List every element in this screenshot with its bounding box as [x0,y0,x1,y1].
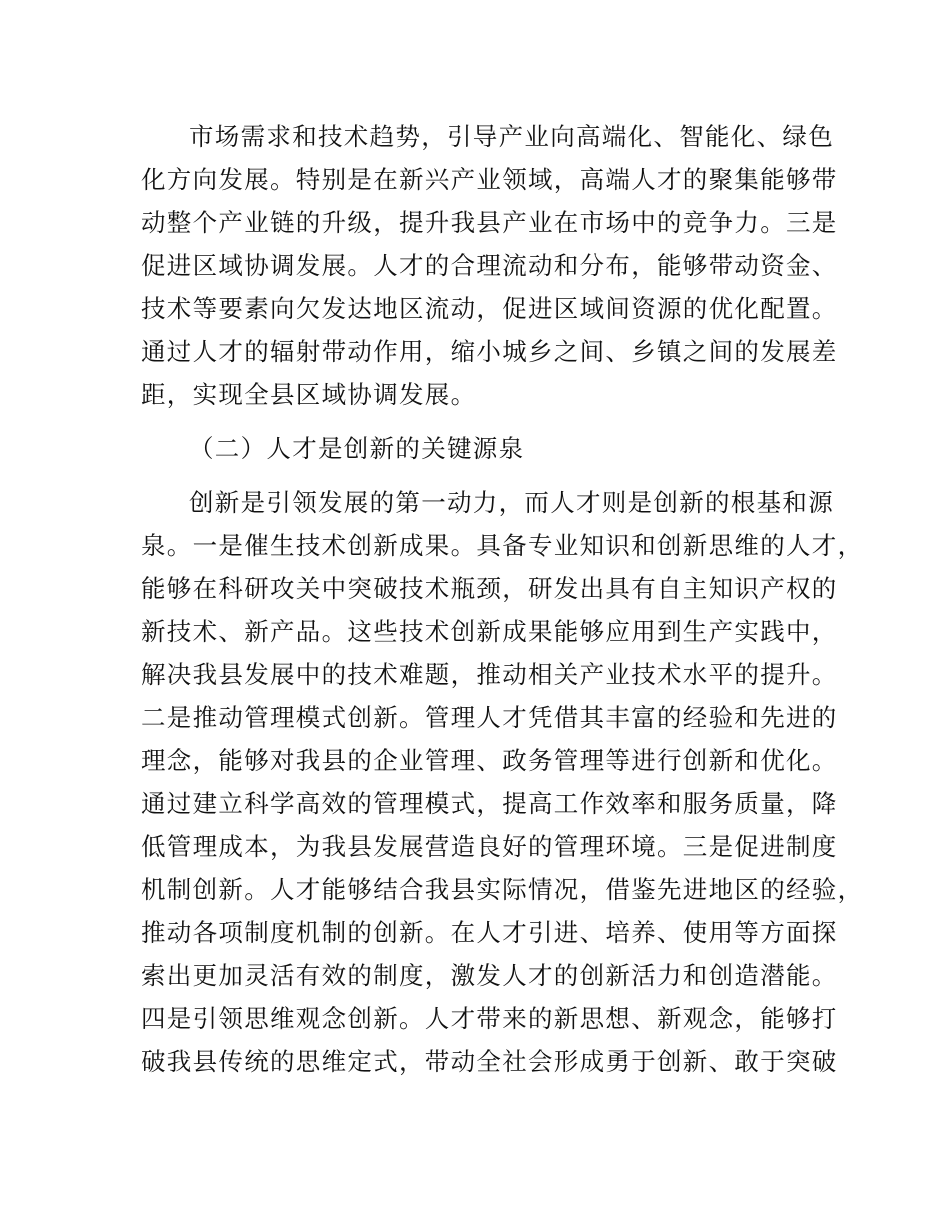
text-line: 索出更加灵活有效的制度，激发人才的创新活力和创造潜能。 [141,961,838,990]
text-line: 创新是引领发展的第一动力，而人才则是创新的根基和源 [189,488,834,517]
text-line: 通过建立科学高效的管理模式，提高工作效率和服务质量，降 [141,789,838,818]
text-line: 推动各项制度机制的创新。在人才引进、培养、使用等方面探 [141,918,838,947]
text-line: 四是引领思维观念创新。人才带来的新思想、新观念，能够打 [141,1004,838,1033]
text-line: 新技术、新产品。这些技术创新成果能够应用到生产实践中， [141,617,838,646]
text-line: 二是推动管理模式创新。管理人才凭借其丰富的经验和先进的 [141,703,838,732]
text-line: 通过人才的辐射带动作用，缩小城乡之间、乡镇之间的发展差 [141,337,838,366]
text-line: 泉。一是催生技术创新成果。具备专业知识和创新思维的人才， [141,531,864,560]
text-line: 解决我县发展中的技术难题，推动相关产业技术水平的提升。 [141,660,838,689]
text-line: 理念，能够对我县的企业管理、政务管理等进行创新和优化。 [141,746,838,775]
text-line: 市场需求和技术趋势，引导产业向高端化、智能化、绿色 [189,122,834,151]
text-line: 低管理成本，为我县发展营造良好的管理环境。三是促进制度 [141,832,838,861]
section-heading: （二）人才是创新的关键源泉 [189,434,525,463]
text-line: 动整个产业链的升级，提升我县产业在市场中的竞争力。三是 [141,208,838,237]
text-line: 化方向发展。特别是在新兴产业领域，高端人才的聚集能够带 [141,165,838,194]
text-line: 机制创新。人才能够结合我县实际情况，借鉴先进地区的经验， [141,875,864,904]
text-line: 促进区域协调发展。人才的合理流动和分布，能够带动资金、 [141,251,838,280]
text-line: 能够在科研攻关中突破技术瓶颈，研发出具有自主知识产权的 [141,574,838,603]
text-line: 距，实现全县区域协调发展。 [141,380,477,409]
text-line: 技术等要素向欠发达地区流动，促进区域间资源的优化配置。 [141,294,838,323]
text-line: 破我县传统的思维定式，带动全社会形成勇于创新、敢于突破 [141,1047,838,1076]
